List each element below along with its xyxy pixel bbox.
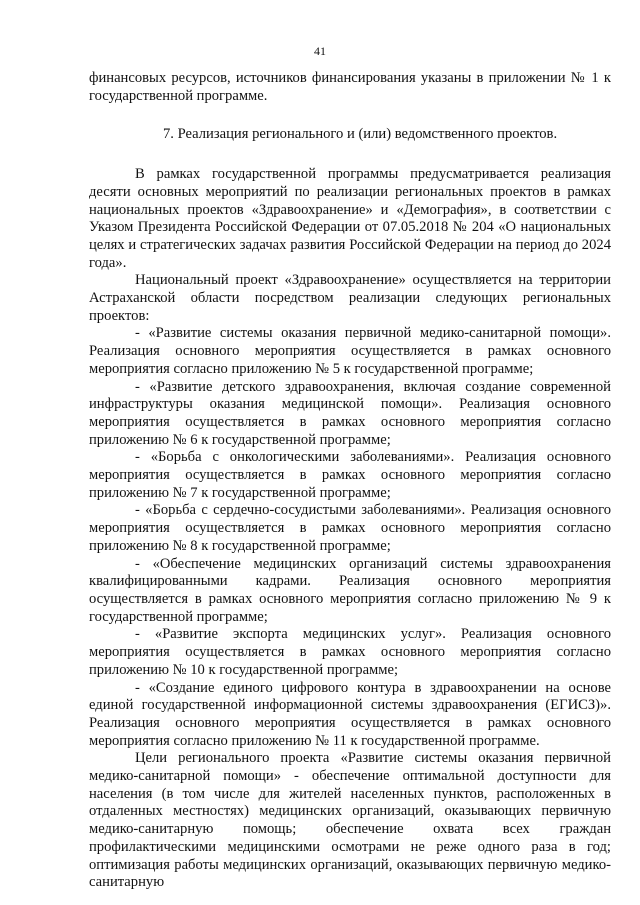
list-item-child-health: - «Развитие детского здравоохранения, включая создание современной инфраструктуры оказания медицинской помощи». Реализация основного мероприятия осуществляется в рамках основного мероприятия согласно приложению № 6 к государственной программе; xyxy=(89,378,611,448)
list-item-primary-care: - «Развитие системы оказания первичной медико-санитарной помощи». Реализация основного мероприятия осуществляется в рамках основного мероприятия согласно приложению № 5 к государственной программе; xyxy=(89,325,611,377)
document-body xyxy=(89,70,611,892)
paragraph-continuation: финансовых ресурсов, источников финансирования указаны в приложении № 1 к государственной программе. xyxy=(89,70,611,104)
list-item-export: - «Развитие экспорта медицинских услуг». Реализация основного мероприятия осуществляется в рамках основного мероприятия согласно приложению № 10 к государственной программе; xyxy=(89,626,611,678)
section-heading: 7. Реализация регионального и (или) ведомственного проектов. xyxy=(163,126,558,143)
list-item-cardio: - «Борьба с сердечно-сосудистыми заболеваниями». Реализация основного мероприятия осуществляется в рамках основного мероприятия согласно приложению № 8 к государственной программе; xyxy=(89,502,611,554)
paragraph-goals: Цели регионального проекта «Развитие системы оказания первичной медико-санитарной помощи» - обеспечение оптимальной доступности для населения (в том числе для жителей населенных пунктов, расположенных в отдаленных местностях) медицинских организаций, оказывающих первичную медико-санитарную помощь; обеспечение охвата всех граждан профилактическими медицинскими осмотрами не реже одного раза в год; оптимизация работы медицинских организаций, оказывающих первичную медико-санитарную xyxy=(89,750,611,891)
page-number: 41 xyxy=(314,44,326,58)
paragraph-national-project: Национальный проект «Здравоохранение» осуществляется на территории Астраханской области посредством реализации следующих региональных проектов: xyxy=(89,272,611,324)
list-item-digital: - «Создание единого цифрового контура в здравоохранении на основе единой государственной информационной системы здравоохранения (ЕГИСЗ)». Реализация основного мероприятия осуществляется в рамках основного мероприятия согласно приложению № 11 к государственной программе. xyxy=(89,679,611,749)
list-item-staffing: - «Обеспечение медицинских организаций системы здравоохранения квалифицированными кадрами. Реализация основного мероприятия осуществляется в рамках основного мероприятия согласно приложению № 9 к государственной программе; xyxy=(89,555,611,625)
list-item-oncology: - «Борьба с онкологическими заболеваниями». Реализация основного мероприятия осуществляется в рамках основного мероприятия согласно приложению № 7 к государственной программе; xyxy=(89,449,611,501)
paragraph-intro: В рамках государственной программы предусматривается реализация десяти основных мероприятий по реализации региональных проектов в рамках национальных проектов «Здравоохранение» и «Демография», в соответствии с Указом Президента Российской Федерации от 07.05.2018 № 204 «О национальных целях и стратегических задачах развития Российской Федерации на период до 2024 года». xyxy=(89,166,611,271)
